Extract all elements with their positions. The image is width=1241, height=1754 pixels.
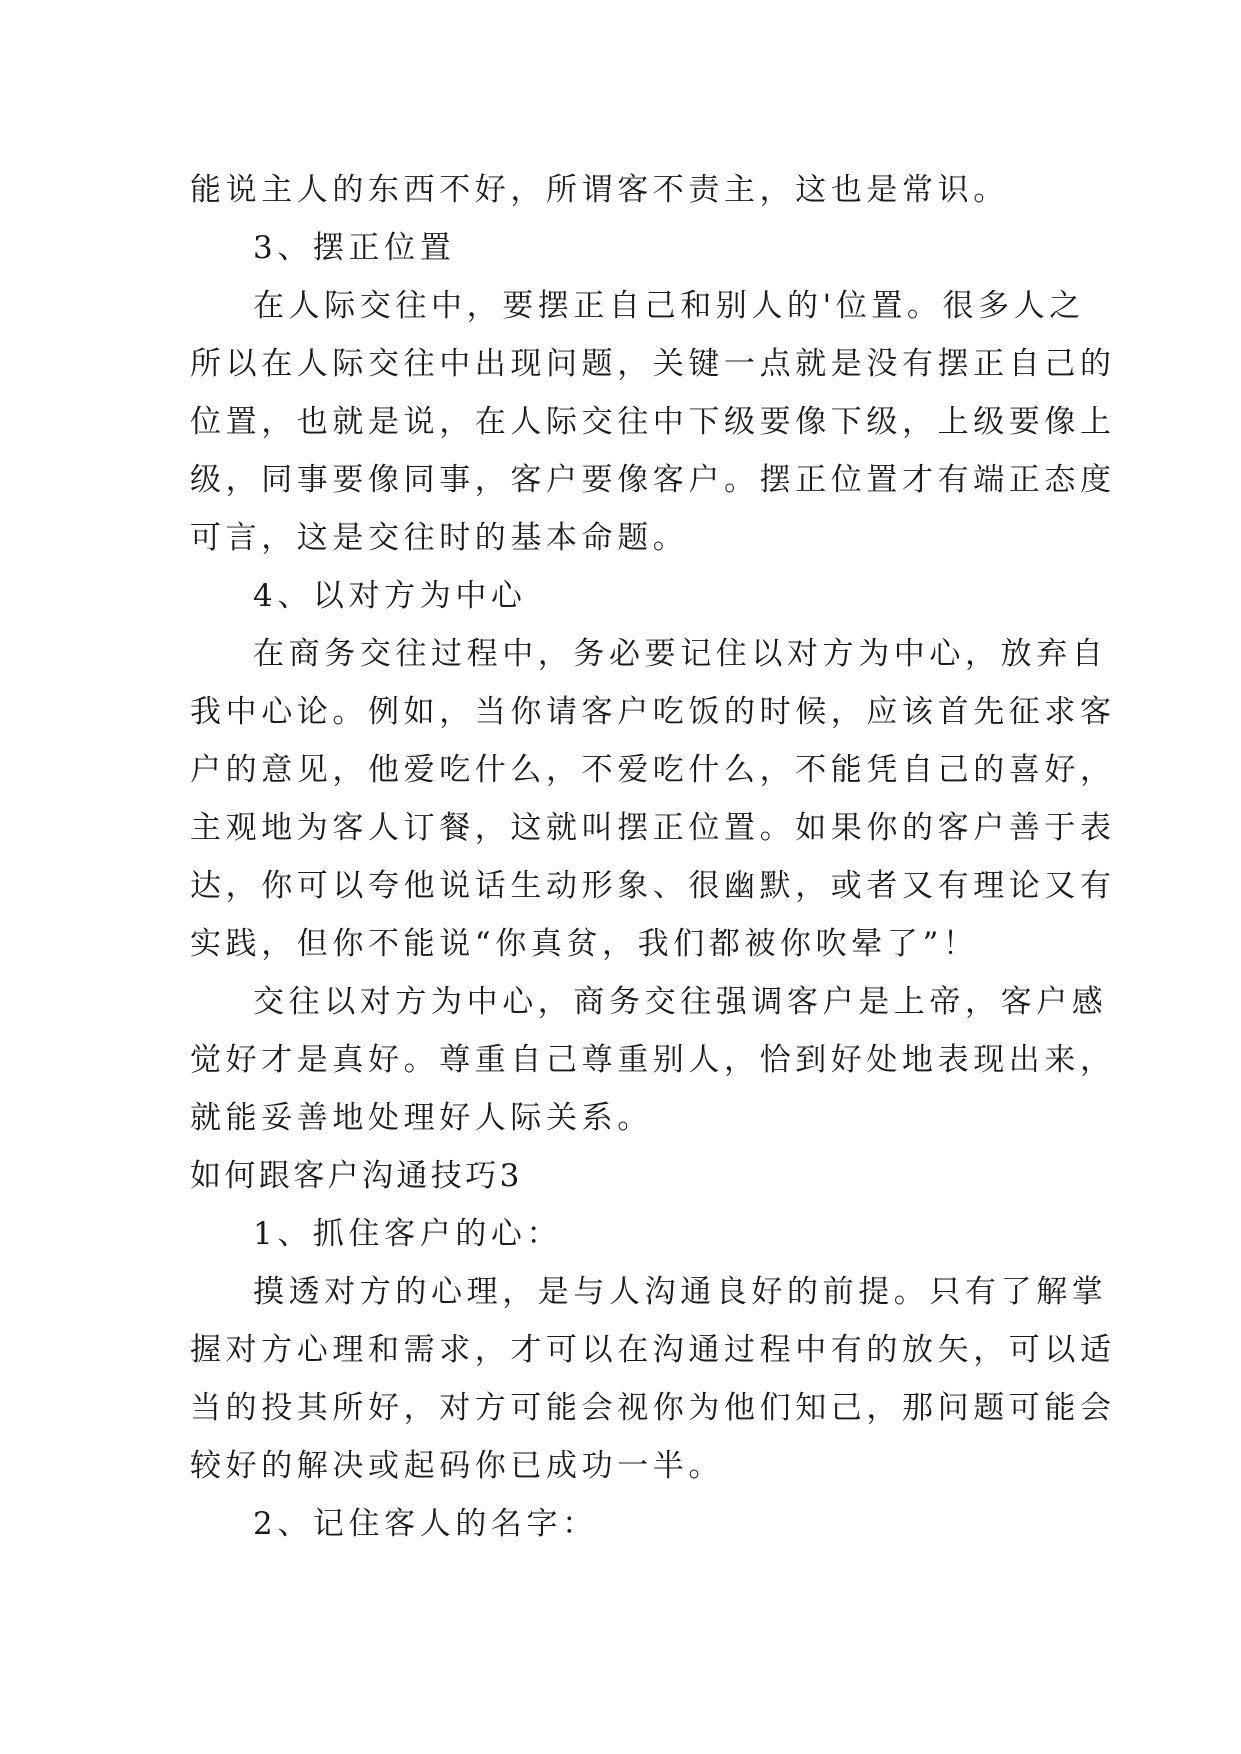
paragraph-line: 位置，也就是说，在人际交往中下级要像下级，上级要像上: [190, 404, 1116, 440]
section-heading-4: 4、以对方为中心: [253, 578, 527, 614]
paragraph-line: 在商务交往过程中，务必要记住以对方为中心，放弃自: [253, 636, 1108, 672]
paragraph-line: 握对方心理和需求，才可以在沟通过程中有的放矢，可以适: [190, 1332, 1116, 1368]
paragraph-line: 实践，但你不能说“你真贫，我们都被你吹晕了”！: [190, 926, 979, 962]
paragraph-line: 户的意见，他爱吃什么，不爱吃什么，不能凭自己的喜好，: [190, 752, 1116, 788]
paragraph-line: 达，你可以夸他说话生动形象、很幽默，或者又有理论又有: [190, 868, 1116, 904]
paragraph-line: 就能妥善地处理好人际关系。: [190, 1100, 653, 1136]
paragraph-line: 较好的解决或起码你已成功一半。: [190, 1448, 724, 1484]
document-title: 如何跟客户沟通技巧3: [190, 1158, 523, 1194]
paragraph-line: 在人际交往中，要摆正自己和别人的'位置。很多人之: [253, 288, 1085, 324]
paragraph-line: 可言，这是交往时的基本命题。: [190, 520, 689, 556]
paragraph-line: 摸透对方的心理，是与人沟通良好的前提。只有了解掌: [253, 1274, 1108, 1310]
paragraph-line: 所以在人际交往中出现问题，关键一点就是没有摆正自己的: [190, 346, 1116, 382]
paragraph-line: 能说主人的东西不好，所谓客不责主，这也是常识。: [190, 172, 1009, 208]
paragraph-line: 交往以对方为中心，商务交往强调客户是上帝，客户感: [253, 984, 1108, 1020]
paragraph-line: 我中心论。例如，当你请客户吃饭的时候，应该首先征求客: [190, 694, 1116, 730]
section-heading-3: 3、摆正位置: [253, 230, 456, 266]
paragraph-line: 主观地为客人订餐，这就叫摆正位置。如果你的客户善于表: [190, 810, 1116, 846]
paragraph-line: 当的投其所好，对方可能会视你为他们知己，那问题可能会: [190, 1390, 1116, 1426]
paragraph-line: 觉好才是真好。尊重自己尊重别人，恰到好处地表现出来，: [190, 1042, 1116, 1078]
section-heading-1: 1、抓住客户的心：: [253, 1216, 563, 1252]
paragraph-line: 级，同事要像同事，客户要像客户。摆正位置才有端正态度: [190, 462, 1116, 498]
section-heading-2: 2、记住客人的名字：: [253, 1506, 598, 1542]
